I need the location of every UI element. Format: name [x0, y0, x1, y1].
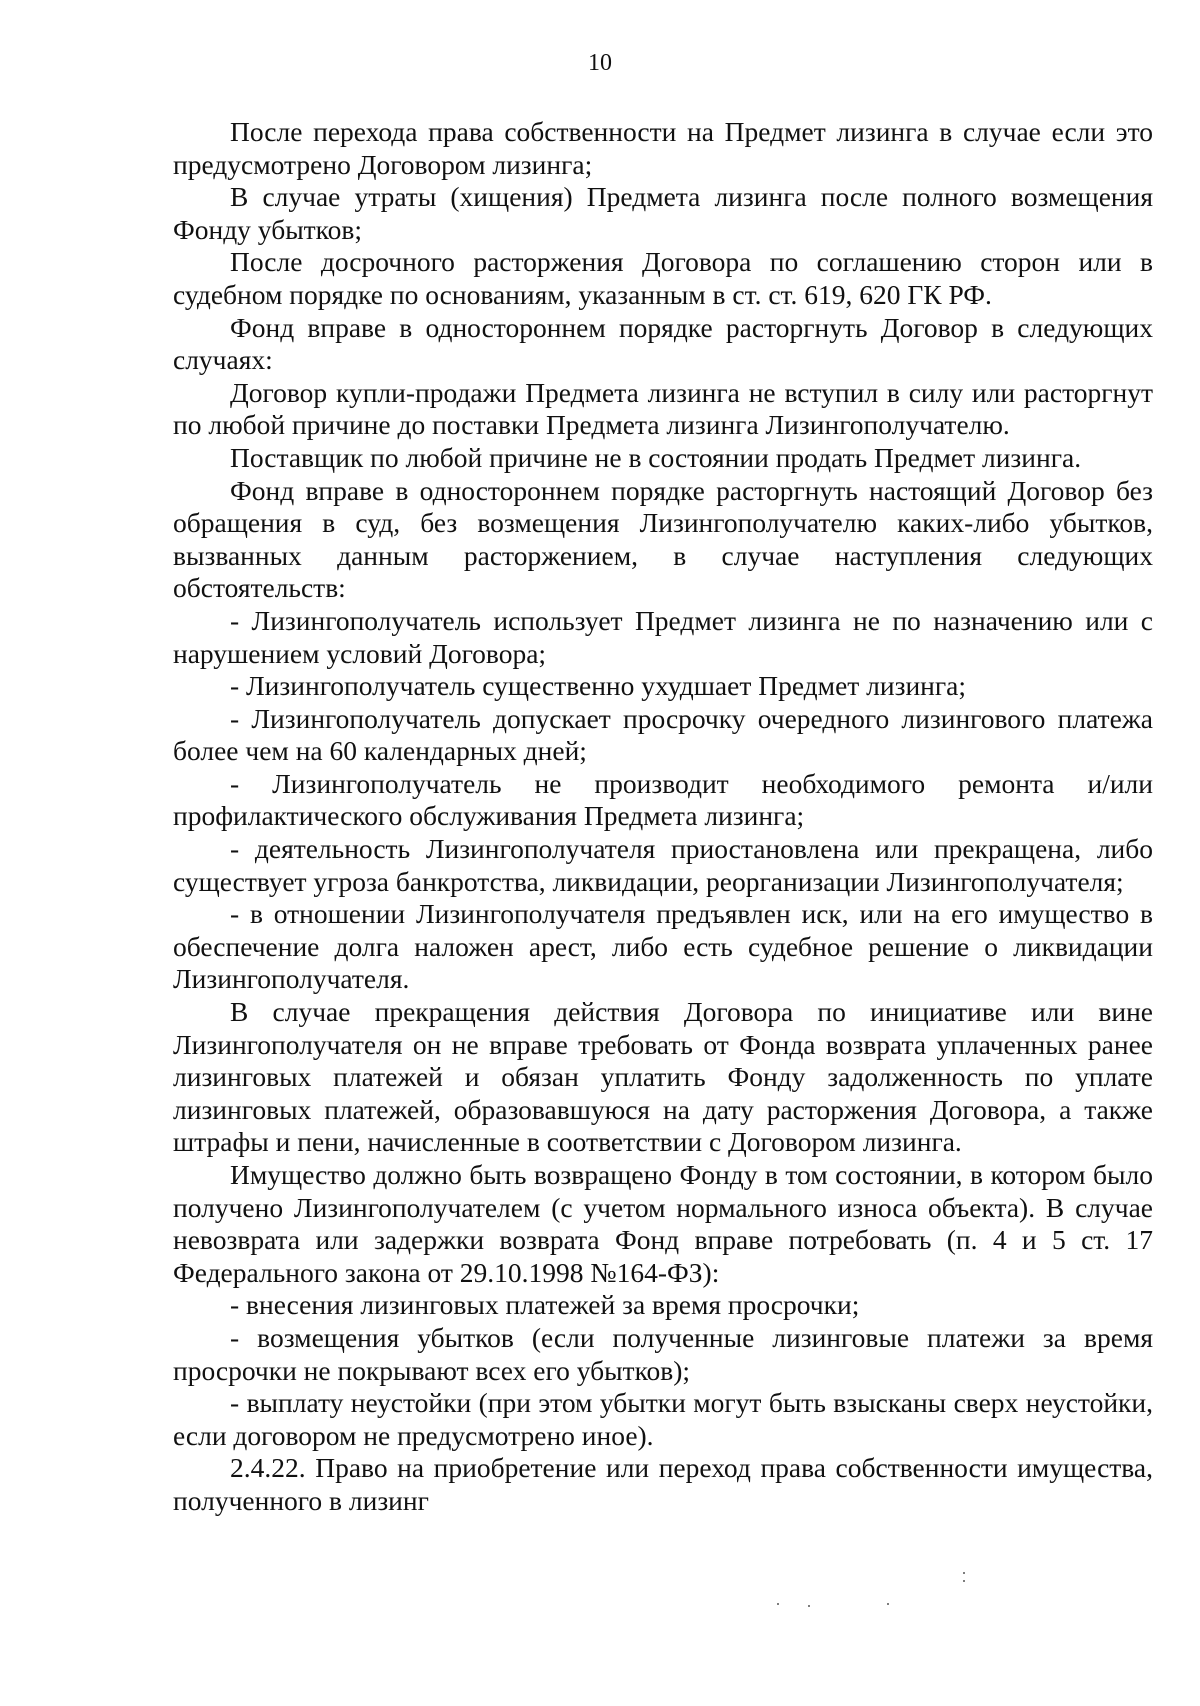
paragraph: После перехода права собственности на Предмет лизинга в случае если это предусмотрено Договором лизинга; [173, 116, 1153, 180]
scan-speck [963, 1580, 965, 1582]
list-item: - Лизингополучатель допускает просрочку очередного лизингового платежа более чем на 60 календарных дней; [173, 702, 1153, 767]
list-item: - Лизингополучатель не производит необходимого ремонта и/или профилактического обслуживания Предмета лизинга; [173, 767, 1153, 832]
document-body [173, 116, 1153, 1518]
list-item: - возмещения убытков (если полученные лизинговые платежи за время просрочки не покрывают всех его убытков); [173, 1321, 1153, 1386]
paragraph: Имущество должно быть возвращено Фонду в том состоянии, в котором было получено Лизингополучателем (с учетом нормального износа объекта). В случае невозврата или задержки возврата Фонд вправе потребовать (п. 4 и 5 ст. 17 Федерального закона от 29.10.1998 №164-ФЗ): [173, 1159, 1153, 1288]
scan-speck [963, 1572, 965, 1574]
list-item: - выплату неустойки (при этом убытки могут быть взысканы сверх неустойки, если договором не предусмотрено иное). [173, 1387, 1153, 1451]
list-item: - в отношении Лизингополучателя предъявлен иск, или на его имущество в обеспечение долга наложен арест, либо есть судебное решение о ликвидации Лизингополучателя. [173, 898, 1153, 995]
scan-speck [808, 1605, 810, 1607]
paragraph: В случае утраты (хищения) Предмета лизинга после полного возмещения Фонду убытков; [173, 181, 1153, 245]
scan-speck [777, 1603, 779, 1605]
scan-speck [887, 1603, 889, 1605]
paragraph: Фонд вправе в одностороннем порядке расторгнуть Договор в следующих случаях: [173, 311, 1153, 376]
list-item: - Лизингополучатель использует Предмет лизинга не по назначению или с нарушением условий Договора; [173, 604, 1153, 669]
paragraph: После досрочного расторжения Договора по соглашению сторон или в судебном порядке по основаниям, указанным в ст. ст. 619, 620 ГК РФ. [173, 246, 1153, 310]
paragraph: Поставщик по любой причине не в состоянии продать Предмет лизинга. [230, 441, 1082, 473]
list-item: - внесения лизинговых платежей за время просрочки; [230, 1289, 860, 1321]
list-item: - деятельность Лизингополучателя приостановлена или прекращена, либо существует угроза банкротства, ликвидации, реорганизации Лизингополучателя; [173, 833, 1153, 897]
list-item: - Лизингополучатель существенно ухудшает Предмет лизинга; [230, 670, 967, 702]
paragraph: Договор купли-продажи Предмета лизинга не вступил в силу или расторгнут по любой причине до поставки Предмета лизинга Лизингополучателю. [173, 376, 1153, 441]
paragraph: Фонд вправе в одностороннем порядке расторгнуть настоящий Договор без обращения в суд, без возмещения Лизингополучателю каких-либо убытков, вызванных данным расторжением, в случае наступления следующих обстоятельств: [173, 474, 1153, 604]
section-paragraph: 2.4.22. Право на приобретение или переход права собственности имущества, полученного в лизинг [173, 1452, 1153, 1516]
paragraph: В случае прекращения действия Договора по инициативе или вине Лизингополучателя он не вправе требовать от Фонда возврата уплаченных ранее лизинговых платежей и обязан уплатить Фонду задолженность по уплате лизинговых платежей, образовавшуюся на дату расторжения Договора, а также штрафы и пени, начисленные в соответствии с Договором лизинга. [173, 996, 1153, 1158]
page-number: 10 [588, 50, 612, 76]
